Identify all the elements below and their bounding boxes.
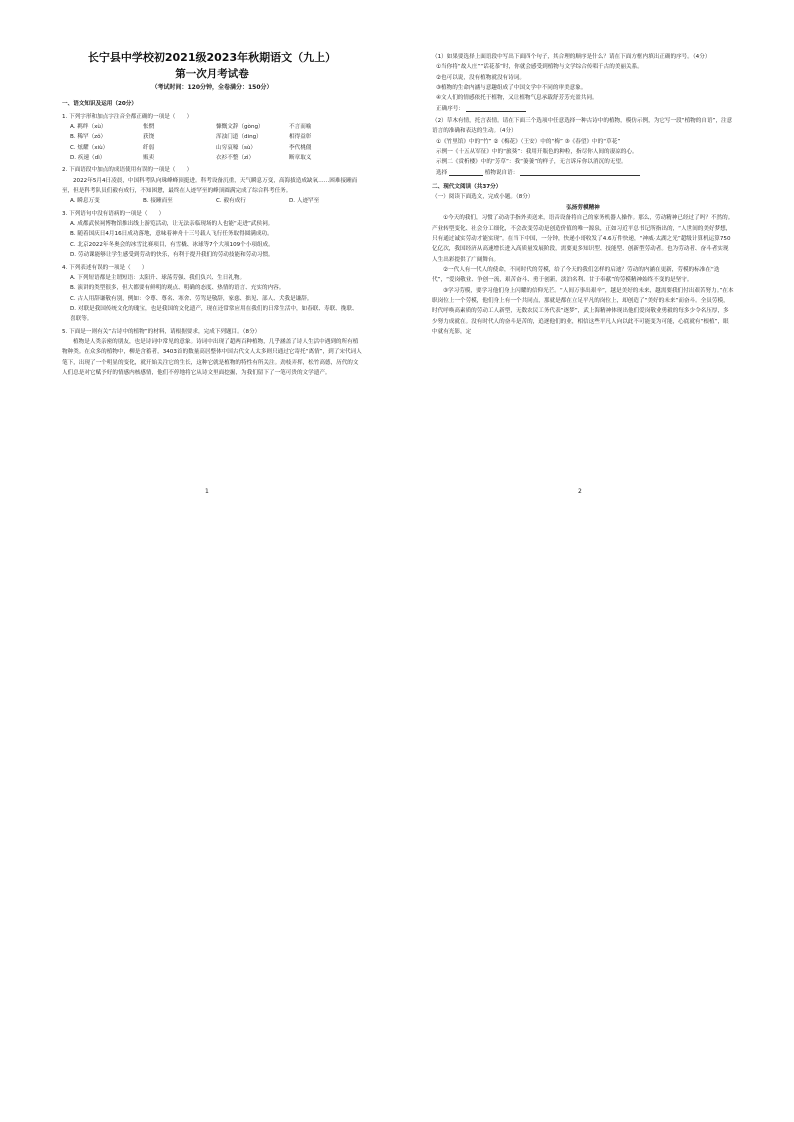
q5-2-example-1: 示例一《十五从军征》中的“旅葵”：我用开瓶色的种粒，指尽你人间的凄凉的心。 <box>436 149 638 156</box>
q1-c-4: 李代桃僵 <box>289 144 312 151</box>
q1-b-3: 浑浊门道（ding） <box>216 134 262 141</box>
q5-1-item-2: ②也可以说，没有植物就没有诗词。 <box>436 74 525 81</box>
question-5-passage: 植物是人类亲密的朋友，也是诗词中常见的意象。诗词中出现了超两百种植物，几乎涵盖了诗人生活中遇到的所有植物种类。在众多的植物中，柳是含蓄者，3403首的数量高居整体中国古代文人太多则只通过它寄托“离情”，到了宋代词人笔下，出现了一个明显的变化，就开始关注它的生长，这种它就是植物的特性有所关注。劲枝弄挥，松竹高德，历代的文人们总是对它赋予好的情感内核感情，他们不停地将它从诗文里面挖掘，为我们留下了一笔可贵的文学遗产。 <box>62 338 362 376</box>
q5-1-item-3: ③植物的生命内涵与意趣组成了中国文学中不同的审美意象。 <box>436 85 587 92</box>
question-2-passage: 2022年5月4日凌晨，中国科考队向珠峰峰顶挺进。科考设备沉重，天气瞬息万变，高海拔造成缺氧……困难接踵而至，但是科考队员们毅有成行，不知困惫，最终在人迹罕至的峰顶圆满完成了综合科考任务。 <box>62 177 358 195</box>
reading-1-heading: （一）阅读下面选文，完成小题。（8分） <box>432 194 534 201</box>
q5-1-answer-label: 正确序号： <box>436 105 464 112</box>
q3-option-c: C. 北京2022年冬奥会的冰雪比赛项目，有雪橇、冰球等7个大项109个小项组成。 <box>70 241 274 248</box>
question-3 <box>62 209 362 261</box>
q1-c-2: 纤弱 <box>143 144 155 151</box>
q1-a-4: 不言而喻 <box>289 124 312 131</box>
page-number-left: 1 <box>205 488 209 495</box>
question-4 <box>62 263 362 325</box>
q1-a-1: A. 羁绊（xù） <box>70 124 107 131</box>
q3-option-d: D. 劳动课能够让学生感受到劳动的快乐，有利于提升我们的劳动技能和劳动习惯。 <box>70 252 274 259</box>
exam-subtitle: 第一次月考试卷 <box>175 67 249 80</box>
q2-options <box>62 196 362 206</box>
question-5-stem: 5. 下面是一则有关“古诗中的植物”的材料，请根据要求，完成下列题目。（8分） <box>62 328 261 335</box>
q5-1-stem: （1）如果要选择上面语段中写出下面四个句子，其合理的顺序是什么？请在下面方框内填出正确的序号。（4分） <box>432 54 711 60</box>
exam-meta: （考试时间：120分钟，全卷满分：150分） <box>151 84 273 92</box>
q4-option-b: B. 演讲的类型很多，但大都要有鲜明的观点、明确的态度、热情的语言、充实的内容。 <box>70 285 285 292</box>
article-title: 弘扬劳模精神 <box>566 204 600 211</box>
q3-option-b: B. 随着国庆日4月16日成功落地，意味着神舟十三号载人飞行任务取得圆满成功。 <box>70 231 273 238</box>
question-5-2 <box>432 116 734 178</box>
q4-option-a: A. 下列短语都是主谓短语：太阳升、球荡劳强、我们负兴、生日礼物。 <box>70 274 246 281</box>
q5-1-item-4: ④文人们的情感依托于植物，又让植物气息承载舒芳芳充盈共同。 <box>436 95 598 102</box>
question-2 <box>62 165 362 206</box>
q5-2-fill-label-2: 植物说自语： <box>484 169 519 176</box>
left-page <box>62 50 362 378</box>
article-paragraph-1: ①今天的我们，习惯了动动手指外卖送来，语音设备将自己的家务机器人操作。那么，劳动精神已经过了吗？不然的。产业转型变化、社会分工细化，不会改变劳动是创造价值的唯一源泉，正如习近平总书记所指出的，“人世间的美好梦想，只有通过诚实劳动才能实现”。在当下中国，一分钟，快递小哥收发了4.6万件快递，“神威·太湖之光”超级计算机运算750亿亿次，我国经济从高速增长进入高质量发展阶段，需要更多知识型、技能型、创新型劳动者。也为劳动者、奋斗者实现人生出彩提供了广阔舞台。 <box>432 215 734 263</box>
q2-option-d: D. 人迹罕至 <box>289 198 320 205</box>
q4-option-c: C. 古人用辞谦敬有别，例如：令尊、尊名、寒舍、劳驾是敬辞，家慈、拙见、部人、犬我是谦辞。 <box>70 295 313 302</box>
q5-1-item-1: ①当你将“故人庄”“话花茶”时，你就会感受到植物与文学综合传唱千古的美丽关系。 <box>436 64 643 71</box>
q5-1-answer-line <box>432 104 734 114</box>
question-5-1 <box>432 52 734 114</box>
q1-d-3: 衣衫不整（zì） <box>216 155 255 162</box>
q1-row-b <box>62 132 362 142</box>
q5-2-fill-line <box>432 168 734 178</box>
q1-b-4: 相得益彰 <box>289 134 312 141</box>
q1-row-a <box>62 122 362 132</box>
q1-c-1: C. 炫耀（xiù） <box>70 144 109 151</box>
article-paragraph-2: ②一代人有一代人的使命，不同时代的劳模，给了今天的我们怎样的启迪？劳动的内涵在更新，劳模的标准在“迭代”，“爱岗敬业、争创一流，艰苦奋斗、勇于创新，淡泊名利、甘于奉献”的劳模精神始终不变的是坚守。 <box>432 266 720 284</box>
q1-a-3: 慷慨文辞（gòng） <box>216 124 264 131</box>
q2-option-b: B. 接踵而至 <box>143 198 173 205</box>
section-1-heading: 一、语文知识及运用（20分） <box>62 101 137 108</box>
question-3-stem: 3. 下列语句中没有语病的一项是（ ） <box>62 210 165 217</box>
q1-d-4: 断章取义 <box>289 155 312 162</box>
q5-2-example-2: 示例二《赏析楼》中的“芳草”：我“萋萋”的样子，无言诉斥你以消沉的无望。 <box>436 159 627 166</box>
q5-2-stem: （2）草木有情，托言表情。请在下面三个选项中任意选择一种古诗中的植物，模仿示例，为它写一段“植物的自语”，注意语言的准确和表达的生动。（4分） <box>432 118 733 135</box>
article-paragraph-3: ③学习劳模，要学习他们身上闪耀的信仰光芒。“人间万事出艰辛”，越是美好的未来，越需要我们付出艰苦努力。”在本职岗位上一个劳模，他们身上有一个共同点，那就是都在立足平凡的岗位上，却创造了“美好的未来”而奋斗。全员劳模，时代呼唤高素质的劳动工人新型，无数农民工务代表“逐梦”，武上海精神体现出他们爱岗敬业勇毅的每多少令名压厚，多少努力成就在。没有时代人的奋斗是苦的，追逐他们的业，相信这些平凡人向以此不可能变为可能，心底就有“根植”，眼中就有光影，定 <box>432 287 734 335</box>
question-1 <box>62 112 362 164</box>
q3-option-a: A. 成都武侯祠博物馆推出线上游览活动，让无法亲临现场的人也能“走进”武侯祠。 <box>70 221 274 228</box>
q1-b-1: B. 稀罕（zǒ） <box>70 134 107 141</box>
q5-2-fill-label-1: 选择 <box>436 169 448 176</box>
q5-2-answer-blank[interactable] <box>520 169 640 176</box>
exam-title: 长宁县中学校初2021级2023年秋期语文（九上） <box>87 51 337 64</box>
q5-2-choices: ①《竹里馆》中的“竹” ②《梅花》（王安）中的“梅” ③《春望》中的“草花” <box>436 138 621 145</box>
question-2-stem: 2. 下面语段中加点的成语使用有误的一项是（ ） <box>62 167 193 174</box>
q1-d-1: D. 疾速（dì） <box>70 155 106 162</box>
q1-b-2: 获饶 <box>143 134 155 141</box>
q2-option-a: A. 瞬息万变 <box>70 198 100 205</box>
right-page <box>432 50 734 337</box>
q1-row-d <box>62 153 362 163</box>
q5-2-choice-blank[interactable] <box>449 169 483 176</box>
question-4-stem: 4. 下列表述有误的一项是（ ） <box>62 264 148 271</box>
question-1-stem: 1. 下列字形和加点字注音全都正确的一项是（ ） <box>62 113 193 120</box>
section-2-heading: 二、现代文阅读（共37分） <box>432 184 502 191</box>
q1-row-c <box>62 143 362 153</box>
q1-c-3: 山穷哀嚎（sù） <box>216 144 257 151</box>
q5-1-answer-blank[interactable] <box>466 105 526 112</box>
q1-d-2: 贩卖 <box>143 155 155 162</box>
page-number-right: 2 <box>578 488 582 495</box>
q4-option-d: D. 对联是我国传统文化的瑰宝，也是我国的文化遗产，现在还常常应用在我们的日常生活中，如春联、寿联、挽联、喜联等。 <box>70 305 358 323</box>
q2-option-c: C. 毅有成行 <box>216 198 246 205</box>
q1-a-2: 怅惘 <box>143 124 155 131</box>
question-5 <box>62 327 362 379</box>
